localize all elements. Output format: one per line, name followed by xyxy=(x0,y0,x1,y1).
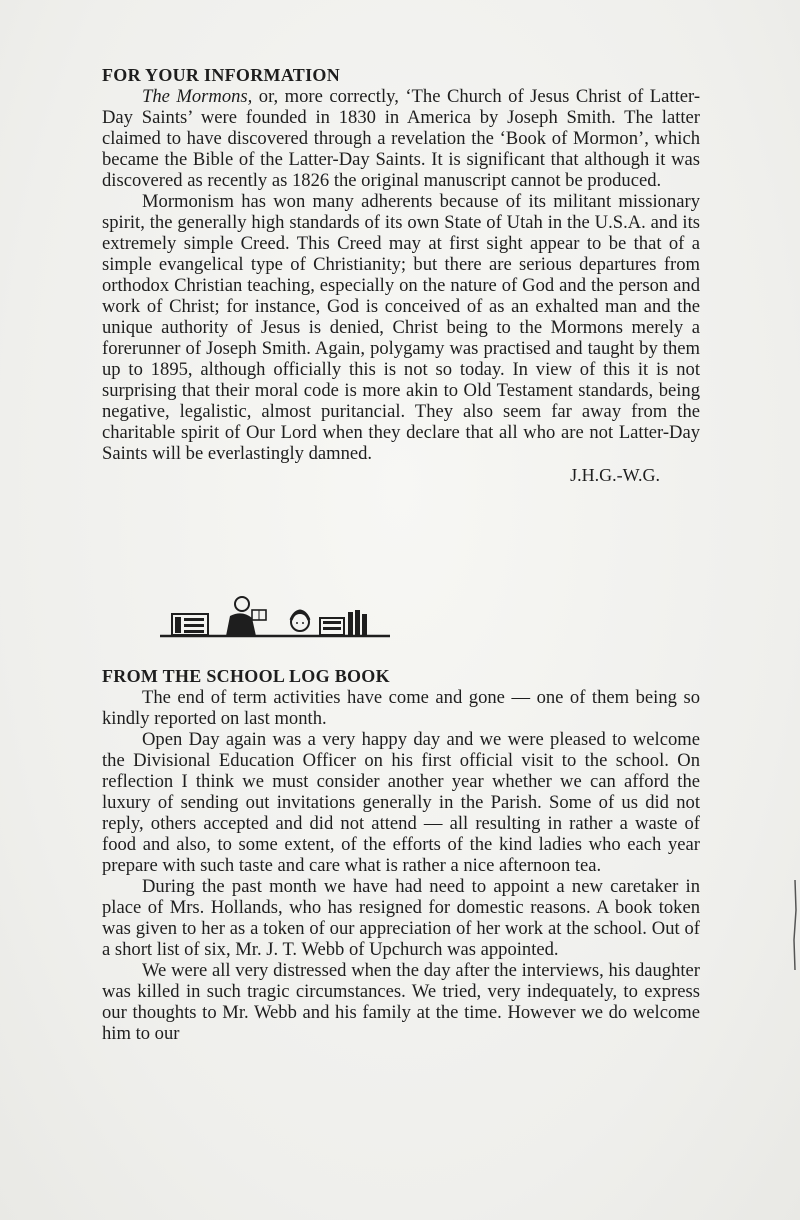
section-heading: FOR YOUR INFORMATION xyxy=(102,65,340,85)
section-heading: FROM THE SCHOOL LOG BOOK xyxy=(102,666,390,686)
paragraph xyxy=(102,86,700,191)
section-school-log-book xyxy=(102,665,700,1044)
paragraph: Mormonism has won many adherents because of its militant missionary spirit, the generally high standards of its own State of Utah in the U.S.A. and its extremely simple Creed. This Creed may at first sight appear to be that of a simple evangelical type of Christianity; but there are serious departures from orthodox Christian teaching, especially on the nature of God and the person and work of Christ; for instance, God is conceived of as an exhalted man and the unique authority of Jesus is denied, Christ being to the Mormons merely a forerunner of Joseph Smith. Again, polygamy was practised and taught by them up to 1895, although officially this is not so today. In view of this it is not surprising that their moral code is more akin to Old Testament standards, being negative, legalistic, almost puritancial. They also seem far away from the charitable spirit of Our Lord when they declare that all who are not Latter-Day Saints will be everlastingly damned. xyxy=(102,191,700,464)
schoolroom-vignette-icon xyxy=(160,592,390,642)
page-edge-mark xyxy=(792,880,798,970)
paragraph: We were all very distressed when the day after the interviews, his daughter was killed in such tragic circumstances. We tried, very indequately, to express our thoughts to Mr. Webb and his family at the time. However we do welcome him to our xyxy=(102,960,700,1044)
paragraph: The end of term activities have come and gone — one of them being so kindly reported on last month. xyxy=(102,687,700,729)
italic-lead: The Mormons, xyxy=(142,86,253,107)
section-for-your-information xyxy=(102,64,700,486)
paragraph-text: or, more correctly, ‘The Church of Jesus Christ of Latter-Day Saints’ were founded in 1830 in America by Joseph Smith. The latter claimed to have discovered through a revelation the ‘Book of Mormon’, which became the Bible of the Latter-Day Saints. It is significant that although it was discovered as recently as 1826 the original manuscript cannot be produced. xyxy=(102,86,701,191)
paragraph: During the past month we have had need to appoint a new caretaker in place of Mrs. Hollands, who has resigned for domestic reasons. A book token was given to her as a token of our appreciation of her work at the school. Out of a short list of six, Mr. J. T. Webb of Upchurch was appointed. xyxy=(102,876,700,960)
paragraph: Open Day again was a very happy day and we were pleased to welcome the Divisional Education Officer on his first official visit to the school. On reflection I think we must consider another year whether we can afford the luxury of sending out invitations generally in the Parish. Some of us did not reply, others accepted and did not attend — all resulting in rather a waste of food and also, to some extent, of the efforts of the kind ladies who each year prepare with such taste and care what is rather a nice afternoon tea. xyxy=(102,729,700,876)
signature: J.H.G.-W.G. xyxy=(570,465,660,485)
